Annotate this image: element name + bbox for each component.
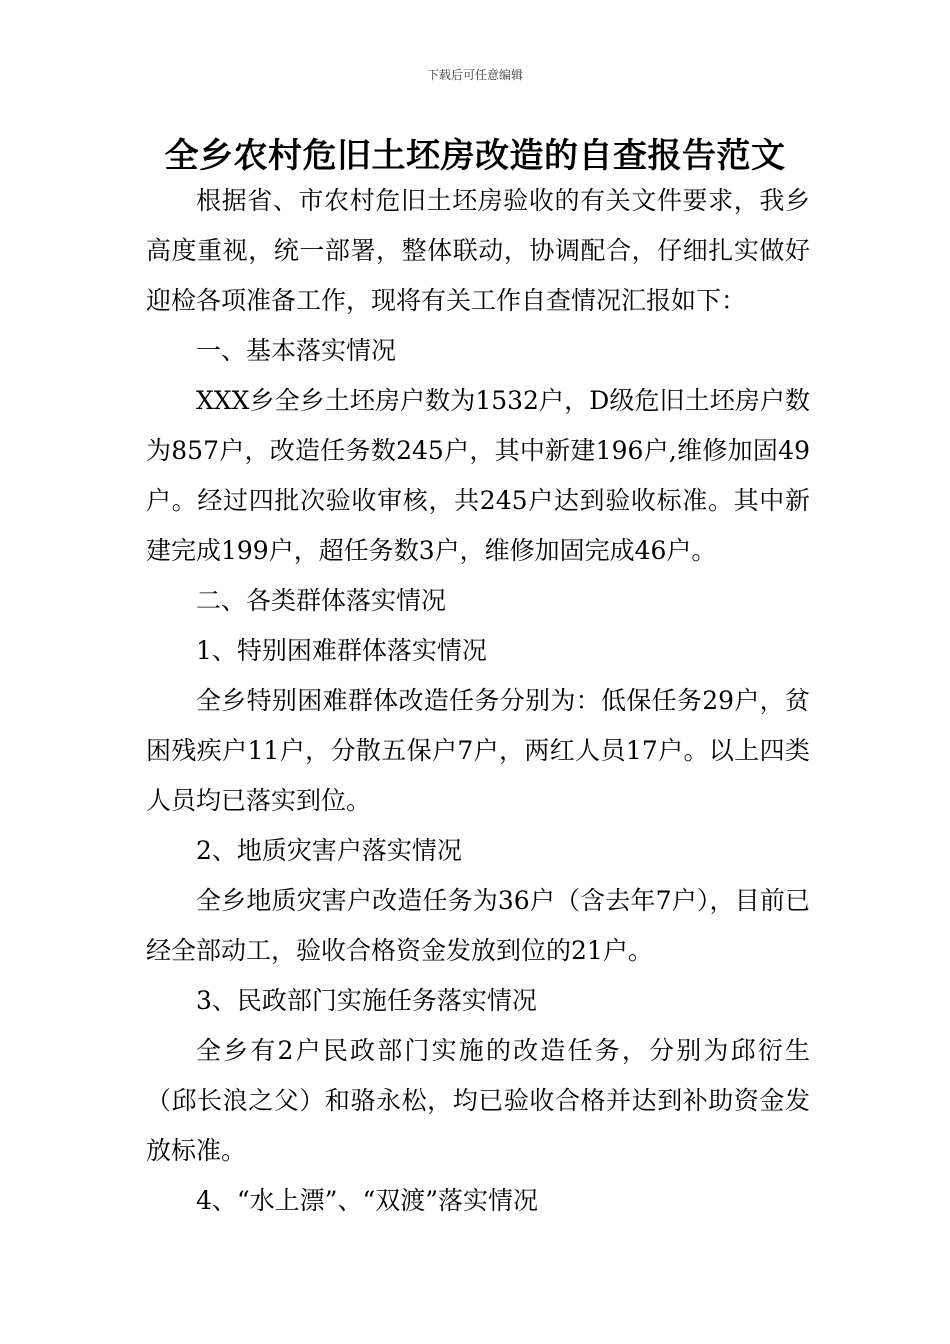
- subsection-heading-1: 1、特别困难群体落实情况: [196, 636, 487, 665]
- subsection-paragraph-2: 全乡地质灾害户改造任务为36户（含去年7户），目前已经全部动工，验收合格资金发放到位的21户。: [146, 886, 810, 965]
- section-heading-groups: 二、各类群体落实情况: [196, 586, 447, 615]
- document-title: 全乡农村危旧土坯房改造的自查报告范文: [164, 136, 786, 176]
- subsection-heading-4: 4、“水上漂”、“双渡”落实情况: [196, 1186, 539, 1215]
- document-body: [146, 176, 810, 1226]
- section-heading-basic: 一、基本落实情况: [196, 336, 397, 365]
- subsection-heading-2: 2、地质灾害户落实情况: [196, 836, 462, 865]
- subsection-paragraph-3: 全乡有2户民政部门实施的改造任务，分别为邱衍生（邱长浪之父）和骆永松，均已验收合格并达到补助资金发放标准。: [146, 1036, 810, 1165]
- header-note: 下载后可任意编辑: [426, 68, 523, 82]
- subsection-heading-3: 3、民政部门实施任务落实情况: [196, 986, 537, 1015]
- subsection-paragraph-1: 全乡特别困难群体改造任务分别为：低保任务29户，贫困残疾户11户，分散五保户7户，两红人员17户。以上四类人员均已落实到位。: [146, 686, 810, 815]
- intro-paragraph: 根据省、市农村危旧土坯房验收的有关文件要求，我乡高度重视，统一部署，整体联动，协调配合，仔细扎实做好迎检各项准备工作，现将有关工作自查情况汇报如下：: [146, 186, 810, 315]
- basic-paragraph: XXX乡全乡土坯房户数为1532户，D级危旧土坯房户数为857户，改造任务数245户，其中新建196户,维修加固49户。经过四批次验收审核，共245户达到验收标准。其中新建完成199户，超任务数3户，维修加固完成46户。: [146, 386, 810, 565]
